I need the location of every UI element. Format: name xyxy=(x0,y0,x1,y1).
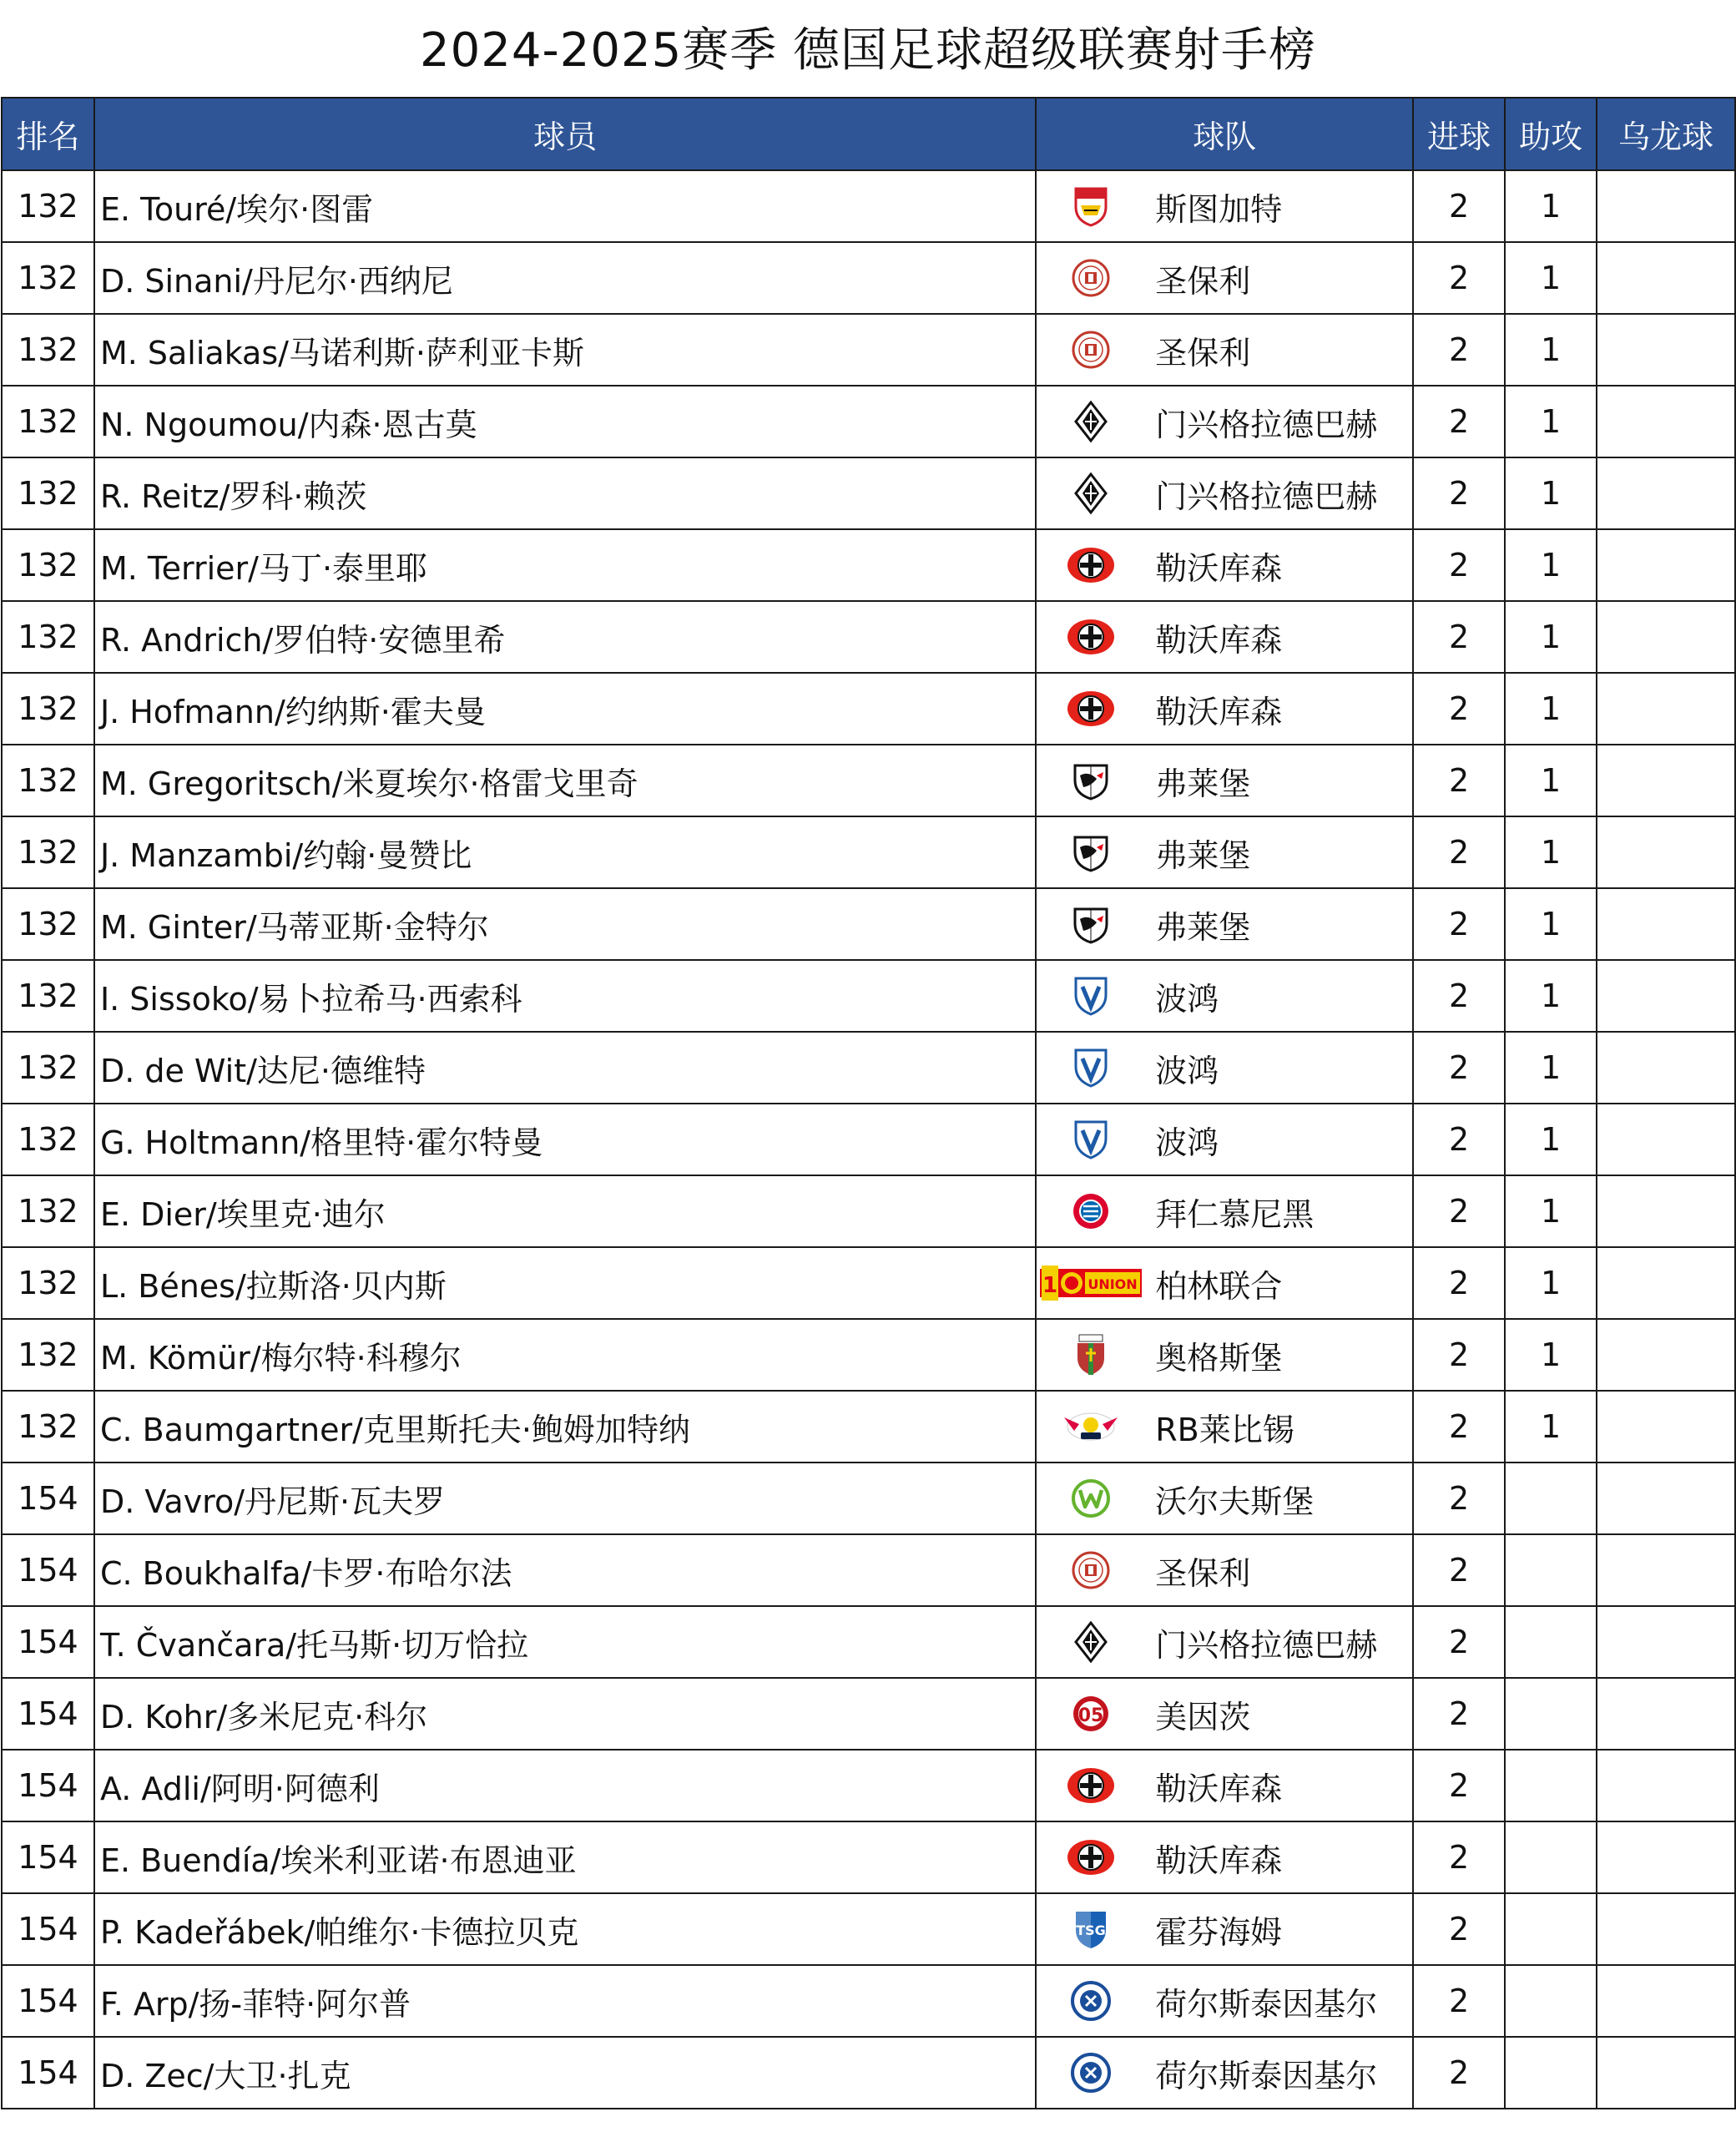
goals-cell: 2 xyxy=(1413,1965,1505,2037)
freiburg-logo-icon xyxy=(1072,832,1110,872)
goals-cell: 2 xyxy=(1413,457,1505,529)
own-goals-cell xyxy=(1597,457,1735,529)
team-name: 拜仁慕尼黑 xyxy=(1155,1195,1315,1233)
table-row xyxy=(2,1319,1735,1391)
rank-cell: 154 xyxy=(2,1463,94,1534)
hoffenheim-logo-icon xyxy=(1072,1908,1109,1950)
table-row xyxy=(2,960,1735,1032)
assists-cell: 1 xyxy=(1505,1391,1597,1463)
team-cell xyxy=(1036,2037,1413,2109)
team-cell xyxy=(1036,1247,1413,1319)
player-cell: J. Hofmann/约纳斯·霍夫曼 xyxy=(94,673,1036,745)
player-cell: E. Dier/埃里克·迪尔 xyxy=(94,1175,1036,1247)
st-pauli-logo-icon xyxy=(1071,330,1111,370)
leipzig-logo-icon xyxy=(1059,1407,1123,1446)
own-goals-cell xyxy=(1597,314,1735,386)
assists-cell: 1 xyxy=(1505,242,1597,314)
team-name: 斯图加特 xyxy=(1155,190,1283,228)
team-cell xyxy=(1036,457,1413,529)
assists-cell xyxy=(1505,1678,1597,1750)
assists-cell: 1 xyxy=(1505,745,1597,816)
header-player: 球员 xyxy=(94,98,1036,170)
team-cell xyxy=(1036,170,1413,242)
own-goals-cell xyxy=(1597,1391,1735,1463)
team-name: 荷尔斯泰因基尔 xyxy=(1155,2057,1378,2094)
svg-text:05: 05 xyxy=(1077,1705,1104,1726)
team-cell xyxy=(1036,1750,1413,1821)
assists-cell xyxy=(1505,1463,1597,1534)
own-goals-cell xyxy=(1597,170,1735,242)
rank-cell: 132 xyxy=(2,601,94,673)
team-cell xyxy=(1036,673,1413,745)
goals-cell: 2 xyxy=(1413,1032,1505,1104)
rank-cell: 132 xyxy=(2,888,94,960)
rank-cell: 132 xyxy=(2,1032,94,1104)
goals-cell: 2 xyxy=(1413,1104,1505,1175)
own-goals-cell xyxy=(1597,1965,1735,2037)
team-cell xyxy=(1036,1463,1413,1534)
team-name: 弗莱堡 xyxy=(1155,836,1251,874)
own-goals-cell xyxy=(1597,745,1735,816)
team-cell xyxy=(1036,1032,1413,1104)
own-goals-cell xyxy=(1597,1247,1735,1319)
own-goals-cell xyxy=(1597,673,1735,745)
team-cell xyxy=(1036,1175,1413,1247)
assists-cell: 1 xyxy=(1505,601,1597,673)
goals-cell: 2 xyxy=(1413,1247,1505,1319)
player-cell: T. Čvančara/托马斯·切万恰拉 xyxy=(94,1606,1036,1678)
table-row xyxy=(2,2037,1735,2109)
rank-cell: 132 xyxy=(2,1247,94,1319)
goals-cell: 2 xyxy=(1413,888,1505,960)
team-cell xyxy=(1036,1893,1413,1965)
own-goals-cell xyxy=(1597,1678,1735,1750)
team-name: 弗莱堡 xyxy=(1155,908,1251,946)
table-row xyxy=(2,1678,1735,1750)
goals-cell: 2 xyxy=(1413,242,1505,314)
table-row xyxy=(2,242,1735,314)
assists-cell xyxy=(1505,1893,1597,1965)
table-row xyxy=(2,529,1735,601)
assists-cell: 1 xyxy=(1505,314,1597,386)
gladbach-logo-icon xyxy=(1074,401,1108,442)
goals-cell: 2 xyxy=(1413,960,1505,1032)
player-cell: G. Holtmann/格里特·霍尔特曼 xyxy=(94,1104,1036,1175)
own-goals-cell xyxy=(1597,816,1735,888)
assists-cell: 1 xyxy=(1505,1175,1597,1247)
player-cell: D. de Wit/达尼·德维特 xyxy=(94,1032,1036,1104)
leverkusen-logo-icon xyxy=(1066,1766,1116,1806)
own-goals-cell xyxy=(1597,1893,1735,1965)
rank-cell: 154 xyxy=(2,2037,94,2109)
table-row xyxy=(2,170,1735,242)
team-name: 美因茨 xyxy=(1155,1698,1251,1735)
leverkusen-logo-icon xyxy=(1066,617,1116,657)
own-goals-cell xyxy=(1597,1463,1735,1534)
own-goals-cell xyxy=(1597,888,1735,960)
team-name: 圣保利 xyxy=(1155,262,1251,300)
scorers-table xyxy=(1,97,1736,2109)
player-cell: L. Bénes/拉斯洛·贝内斯 xyxy=(94,1247,1036,1319)
header-goals: 进球 xyxy=(1413,98,1505,170)
table-row xyxy=(2,673,1735,745)
goals-cell: 2 xyxy=(1413,816,1505,888)
player-cell: A. Adli/阿明·阿德利 xyxy=(94,1750,1036,1821)
team-cell xyxy=(1036,1965,1413,2037)
assists-cell: 1 xyxy=(1505,529,1597,601)
rank-cell: 154 xyxy=(2,1893,94,1965)
assists-cell: 1 xyxy=(1505,1247,1597,1319)
own-goals-cell xyxy=(1597,242,1735,314)
bochum-logo-icon xyxy=(1072,1119,1109,1160)
union-berlin-logo-icon xyxy=(1038,1264,1143,1302)
team-cell xyxy=(1036,1821,1413,1893)
team-cell xyxy=(1036,601,1413,673)
header-assists: 助攻 xyxy=(1505,98,1597,170)
team-name: 波鸿 xyxy=(1155,1124,1219,1161)
goals-cell: 2 xyxy=(1413,673,1505,745)
team-name: 荷尔斯泰因基尔 xyxy=(1155,1985,1378,2023)
team-name: 柏林联合 xyxy=(1155,1267,1283,1305)
player-cell: M. Gregoritsch/米夏埃尔·格雷戈里奇 xyxy=(94,745,1036,816)
assists-cell: 1 xyxy=(1505,673,1597,745)
rank-cell: 132 xyxy=(2,170,94,242)
team-name: 奥格斯堡 xyxy=(1155,1339,1283,1377)
goals-cell: 2 xyxy=(1413,1391,1505,1463)
table-row xyxy=(2,1965,1735,2037)
team-cell xyxy=(1036,960,1413,1032)
rank-cell: 132 xyxy=(2,457,94,529)
team-cell xyxy=(1036,1678,1413,1750)
goals-cell: 2 xyxy=(1413,2037,1505,2109)
rank-cell: 132 xyxy=(2,1319,94,1391)
assists-cell: 1 xyxy=(1505,960,1597,1032)
team-name: 勒沃库森 xyxy=(1155,549,1283,587)
rank-cell: 132 xyxy=(2,1104,94,1175)
team-cell xyxy=(1036,816,1413,888)
goals-cell: 2 xyxy=(1413,170,1505,242)
table-row xyxy=(2,1247,1735,1319)
own-goals-cell xyxy=(1597,529,1735,601)
player-cell: D. Sinani/丹尼尔·西纳尼 xyxy=(94,242,1036,314)
team-cell xyxy=(1036,314,1413,386)
goals-cell: 2 xyxy=(1413,1821,1505,1893)
st-pauli-logo-icon xyxy=(1071,258,1111,298)
table-header-row xyxy=(2,98,1735,170)
gladbach-logo-icon xyxy=(1074,1621,1108,1663)
bayern-logo-icon xyxy=(1071,1191,1111,1231)
assists-cell: 1 xyxy=(1505,1032,1597,1104)
assists-cell: 1 xyxy=(1505,170,1597,242)
player-cell: P. Kadeřábek/帕维尔·卡德拉贝克 xyxy=(94,1893,1036,1965)
table-row xyxy=(2,1463,1735,1534)
goals-cell: 2 xyxy=(1413,529,1505,601)
table-row xyxy=(2,1821,1735,1893)
team-name: 勒沃库森 xyxy=(1155,693,1283,730)
table-row xyxy=(2,1606,1735,1678)
assists-cell: 1 xyxy=(1505,457,1597,529)
team-name: 弗莱堡 xyxy=(1155,765,1251,802)
table-row xyxy=(2,457,1735,529)
stuttgart-logo-icon xyxy=(1072,185,1109,227)
team-name: 圣保利 xyxy=(1155,334,1251,371)
table-row xyxy=(2,1032,1735,1104)
player-cell: M. Ginter/马蒂亚斯·金特尔 xyxy=(94,888,1036,960)
goals-cell: 2 xyxy=(1413,386,1505,457)
own-goals-cell xyxy=(1597,1534,1735,1606)
team-cell xyxy=(1036,529,1413,601)
table-row xyxy=(2,1750,1735,1821)
goals-cell: 2 xyxy=(1413,1534,1505,1606)
goals-cell: 2 xyxy=(1413,1175,1505,1247)
assists-cell xyxy=(1505,1606,1597,1678)
table-row xyxy=(2,1391,1735,1463)
team-cell xyxy=(1036,1534,1413,1606)
player-cell: D. Zec/大卫·扎克 xyxy=(94,2037,1036,2109)
team-name: RB莱比锡 xyxy=(1155,1411,1294,1448)
assists-cell xyxy=(1505,1821,1597,1893)
team-name: 门兴格拉德巴赫 xyxy=(1155,477,1378,515)
rank-cell: 132 xyxy=(2,1391,94,1463)
leverkusen-logo-icon xyxy=(1066,1837,1116,1877)
svg-text:1: 1 xyxy=(1042,1273,1058,1298)
assists-cell: 1 xyxy=(1505,888,1597,960)
table-row xyxy=(2,888,1735,960)
rank-cell: 154 xyxy=(2,1965,94,2037)
team-name: 波鸿 xyxy=(1155,980,1219,1018)
holstein-kiel-logo-icon xyxy=(1070,1980,1112,2022)
assists-cell xyxy=(1505,2037,1597,2109)
bochum-logo-icon xyxy=(1072,975,1109,1017)
rank-cell: 154 xyxy=(2,1534,94,1606)
own-goals-cell xyxy=(1597,960,1735,1032)
assists-cell: 1 xyxy=(1505,386,1597,457)
table-row xyxy=(2,314,1735,386)
header-own-goals: 乌龙球 xyxy=(1597,98,1735,170)
team-name: 波鸿 xyxy=(1155,1052,1219,1089)
team-name: 沃尔夫斯堡 xyxy=(1155,1483,1315,1520)
player-cell: D. Kohr/多米尼克·科尔 xyxy=(94,1678,1036,1750)
team-cell xyxy=(1036,386,1413,457)
rank-cell: 154 xyxy=(2,1606,94,1678)
player-cell: C. Boukhalfa/卡罗·布哈尔法 xyxy=(94,1534,1036,1606)
rank-cell: 132 xyxy=(2,745,94,816)
freiburg-logo-icon xyxy=(1072,760,1110,801)
own-goals-cell xyxy=(1597,2037,1735,2109)
player-cell: E. Touré/埃尔·图雷 xyxy=(94,170,1036,242)
table-row xyxy=(2,1534,1735,1606)
goals-cell: 2 xyxy=(1413,1750,1505,1821)
player-cell: R. Reitz/罗科·赖茨 xyxy=(94,457,1036,529)
assists-cell xyxy=(1505,1750,1597,1821)
st-pauli-logo-icon xyxy=(1071,1550,1111,1590)
rank-cell: 132 xyxy=(2,242,94,314)
table-row xyxy=(2,1175,1735,1247)
rank-cell: 132 xyxy=(2,386,94,457)
table-row xyxy=(2,1893,1735,1965)
table-row xyxy=(2,816,1735,888)
table-row xyxy=(2,386,1735,457)
team-cell xyxy=(1036,1391,1413,1463)
table-row xyxy=(2,601,1735,673)
assists-cell: 1 xyxy=(1505,1104,1597,1175)
goals-cell: 2 xyxy=(1413,1893,1505,1965)
team-name: 霍芬海姆 xyxy=(1155,1913,1283,1951)
goals-cell: 2 xyxy=(1413,1606,1505,1678)
player-cell: M. Terrier/马丁·泰里耶 xyxy=(94,529,1036,601)
goals-cell: 2 xyxy=(1413,745,1505,816)
player-cell: J. Manzambi/约翰·曼赞比 xyxy=(94,816,1036,888)
assists-cell: 1 xyxy=(1505,816,1597,888)
bochum-logo-icon xyxy=(1072,1047,1109,1089)
rank-cell: 132 xyxy=(2,816,94,888)
own-goals-cell xyxy=(1597,1104,1735,1175)
own-goals-cell xyxy=(1597,1606,1735,1678)
table-row xyxy=(2,1104,1735,1175)
svg-text:TSG: TSG xyxy=(1076,1922,1107,1938)
wolfsburg-logo-icon xyxy=(1071,1478,1111,1518)
team-cell xyxy=(1036,888,1413,960)
holstein-kiel-logo-icon xyxy=(1070,2052,1112,2094)
own-goals-cell xyxy=(1597,1319,1735,1391)
team-cell xyxy=(1036,1319,1413,1391)
goals-cell: 2 xyxy=(1413,1678,1505,1750)
mainz-logo-icon xyxy=(1071,1694,1111,1734)
assists-cell xyxy=(1505,1965,1597,2037)
table-row xyxy=(2,745,1735,816)
rank-cell: 154 xyxy=(2,1750,94,1821)
freiburg-logo-icon xyxy=(1072,904,1110,944)
player-cell: D. Vavro/丹尼斯·瓦夫罗 xyxy=(94,1463,1036,1534)
team-name: 勒沃库森 xyxy=(1155,1841,1283,1879)
own-goals-cell xyxy=(1597,1032,1735,1104)
header-rank: 排名 xyxy=(2,98,94,170)
header-team: 球队 xyxy=(1036,98,1413,170)
page-title: 2024-2025赛季 德国足球超级联赛射手榜 xyxy=(419,23,1317,78)
player-cell: M. Kömür/梅尔特·科穆尔 xyxy=(94,1319,1036,1391)
rank-cell: 132 xyxy=(2,529,94,601)
leverkusen-logo-icon xyxy=(1066,689,1116,729)
goals-cell: 2 xyxy=(1413,1319,1505,1391)
goals-cell: 2 xyxy=(1413,601,1505,673)
team-name: 门兴格拉德巴赫 xyxy=(1155,1626,1378,1664)
player-cell: N. Ngoumou/内森·恩古莫 xyxy=(94,386,1036,457)
own-goals-cell xyxy=(1597,386,1735,457)
own-goals-cell xyxy=(1597,1821,1735,1893)
team-cell xyxy=(1036,1104,1413,1175)
team-name: 门兴格拉德巴赫 xyxy=(1155,406,1378,443)
own-goals-cell xyxy=(1597,601,1735,673)
own-goals-cell xyxy=(1597,1175,1735,1247)
rank-cell: 154 xyxy=(2,1678,94,1750)
player-cell: I. Sissoko/易卜拉希马·西索科 xyxy=(94,960,1036,1032)
leverkusen-logo-icon xyxy=(1066,545,1116,585)
assists-cell xyxy=(1505,1534,1597,1606)
augsburg-logo-icon xyxy=(1074,1333,1108,1377)
rank-cell: 132 xyxy=(2,673,94,745)
team-cell xyxy=(1036,1606,1413,1678)
team-cell xyxy=(1036,242,1413,314)
rank-cell: 132 xyxy=(2,1175,94,1247)
rank-cell: 132 xyxy=(2,314,94,386)
own-goals-cell xyxy=(1597,1750,1735,1821)
team-name: 勒沃库森 xyxy=(1155,1770,1283,1807)
player-cell: F. Arp/扬-菲特·阿尔普 xyxy=(94,1965,1036,2037)
rank-cell: 132 xyxy=(2,960,94,1032)
player-cell: E. Buendía/埃米利亚诺·布恩迪亚 xyxy=(94,1821,1036,1893)
player-cell: R. Andrich/罗伯特·安德里希 xyxy=(94,601,1036,673)
player-cell: C. Baumgartner/克里斯托夫·鲍姆加特纳 xyxy=(94,1391,1036,1463)
team-cell xyxy=(1036,745,1413,816)
player-cell: M. Saliakas/马诺利斯·萨利亚卡斯 xyxy=(94,314,1036,386)
svg-text:UNION: UNION xyxy=(1088,1276,1138,1292)
assists-cell: 1 xyxy=(1505,1319,1597,1391)
goals-cell: 2 xyxy=(1413,1463,1505,1534)
team-name: 勒沃库森 xyxy=(1155,621,1283,659)
goals-cell: 2 xyxy=(1413,314,1505,386)
team-name: 圣保利 xyxy=(1155,1554,1251,1592)
gladbach-logo-icon xyxy=(1074,472,1108,514)
rank-cell: 154 xyxy=(2,1821,94,1893)
